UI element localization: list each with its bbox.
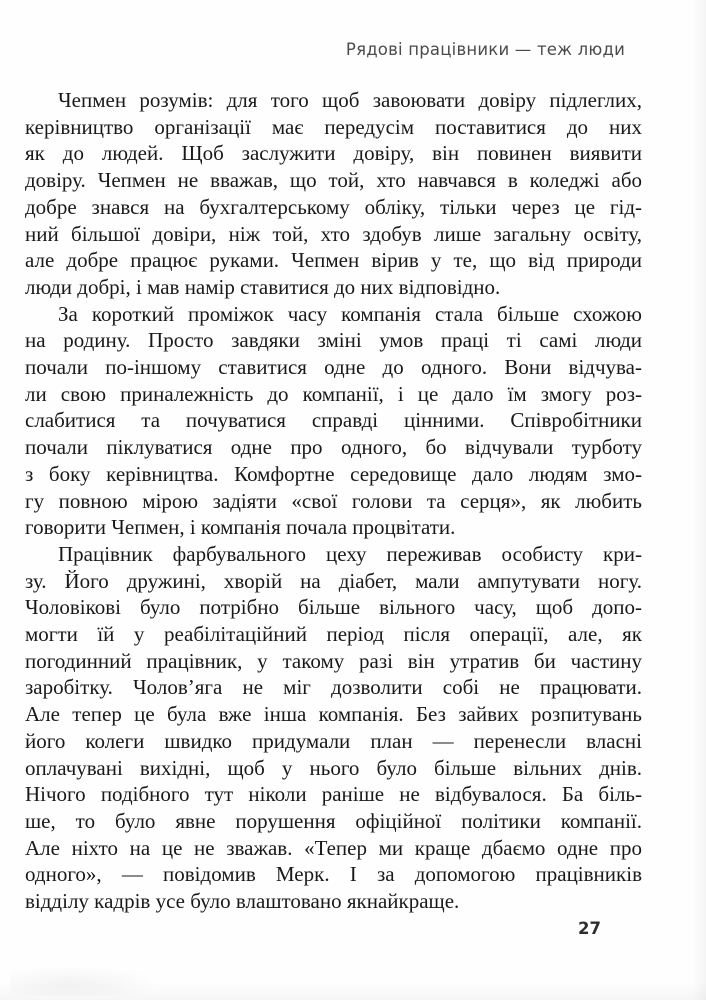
text-line: Але тепер це була вже інша компанія. Без зайвих розпитувань bbox=[25, 702, 642, 727]
text-line: Чоловікові було потрібно більше вільного часу, щоб допо- bbox=[25, 595, 642, 620]
text-line: Але ніхто на це не зважав. «Тепер ми краще дбаємо одне про bbox=[25, 835, 642, 860]
paragraph bbox=[25, 301, 642, 541]
text-line: але добре працює руками. Чепмен вірив у те, що від природи bbox=[25, 248, 642, 273]
text-line: говорити Чепмен, і компанія почала процвітати. bbox=[25, 515, 456, 540]
text-line: добре знався на бухгалтерському обліку, тільки через це гід- bbox=[25, 194, 642, 219]
scan-edge-shadow-bottom bbox=[0, 982, 706, 1000]
text-line: гу повною мірою задіяти «свої голови та серця», як любить bbox=[25, 488, 642, 513]
paragraph bbox=[25, 541, 642, 915]
text-line: з боку керівництва. Комфортне середовище дало людям змо- bbox=[25, 461, 642, 486]
text-line: оплачувані вихідні, щоб у нього було більше вільних днів. bbox=[25, 755, 642, 780]
scan-smudge bbox=[10, 966, 160, 996]
text-line: люди добрі, і мав намір ставитися до них відповідно. bbox=[25, 274, 501, 299]
text-line: Нічого подібного тут ніколи раніше не відбувалося. Ба біль- bbox=[25, 782, 642, 807]
text-line: могти їй у реабілітаційний період після операції, але, як bbox=[25, 622, 642, 647]
text-line: Працівник фарбувального цеху переживав особисту кри- bbox=[58, 541, 642, 566]
running-header: Рядові працівники — теж люди bbox=[345, 40, 625, 59]
text-line: погодинний працівник, у такому разі він утратив би частину bbox=[25, 648, 642, 673]
text-line: відділу кадрів усе було влаштовано якнайкраще. bbox=[25, 889, 460, 914]
scan-edge-shadow-right bbox=[692, 0, 706, 1000]
text-line: довіру. Чепмен не вважав, що той, хто навчався в коледжі або bbox=[25, 168, 642, 193]
text-line: почали піклуватися одне про одного, бо відчували турботу bbox=[25, 435, 642, 460]
text-line: ше, то було явне порушення офіційної політики компанії. bbox=[25, 808, 642, 833]
text-line: одного», — повідомив Мерк. І за допомогою працівників bbox=[25, 862, 642, 887]
text-line: заробітку. Чолов’яга не міг дозволити собі не працювати. bbox=[25, 675, 642, 700]
page-number: 27 bbox=[578, 919, 601, 938]
text-line: почали по-іншому ставитися одне до одного. Вони відчува- bbox=[25, 355, 642, 380]
text-line: слабитися та почуватися справді цінними. Співробітники bbox=[25, 408, 642, 433]
body-text bbox=[25, 87, 642, 915]
text-line: Чепмен розумів: для того щоб завоювати довіру підлеглих, bbox=[58, 88, 642, 112]
text-line: його колеги швидко придумали план — перенесли власні bbox=[25, 728, 642, 753]
text-line: ний більшої довіри, ніж той, хто здобув лише загальну освіту, bbox=[25, 221, 642, 246]
text-line: За короткий проміжок часу компанія стала більше схожою bbox=[58, 301, 642, 326]
text-line: керівництво організації має передусім поставитися до них bbox=[25, 114, 642, 139]
text-line: зу. Його дружині, хворій на діабет, мали ампутувати ногу. bbox=[25, 568, 642, 593]
text-line: ли свою приналежність до компанії, і це дало їм змогу роз- bbox=[25, 381, 642, 406]
text-line: як до людей. Щоб заслужити довіру, він повинен виявити bbox=[25, 141, 642, 166]
text-line: на родину. Просто завдяки зміні умов праці ті самі люди bbox=[25, 328, 642, 353]
paragraph bbox=[25, 87, 642, 301]
